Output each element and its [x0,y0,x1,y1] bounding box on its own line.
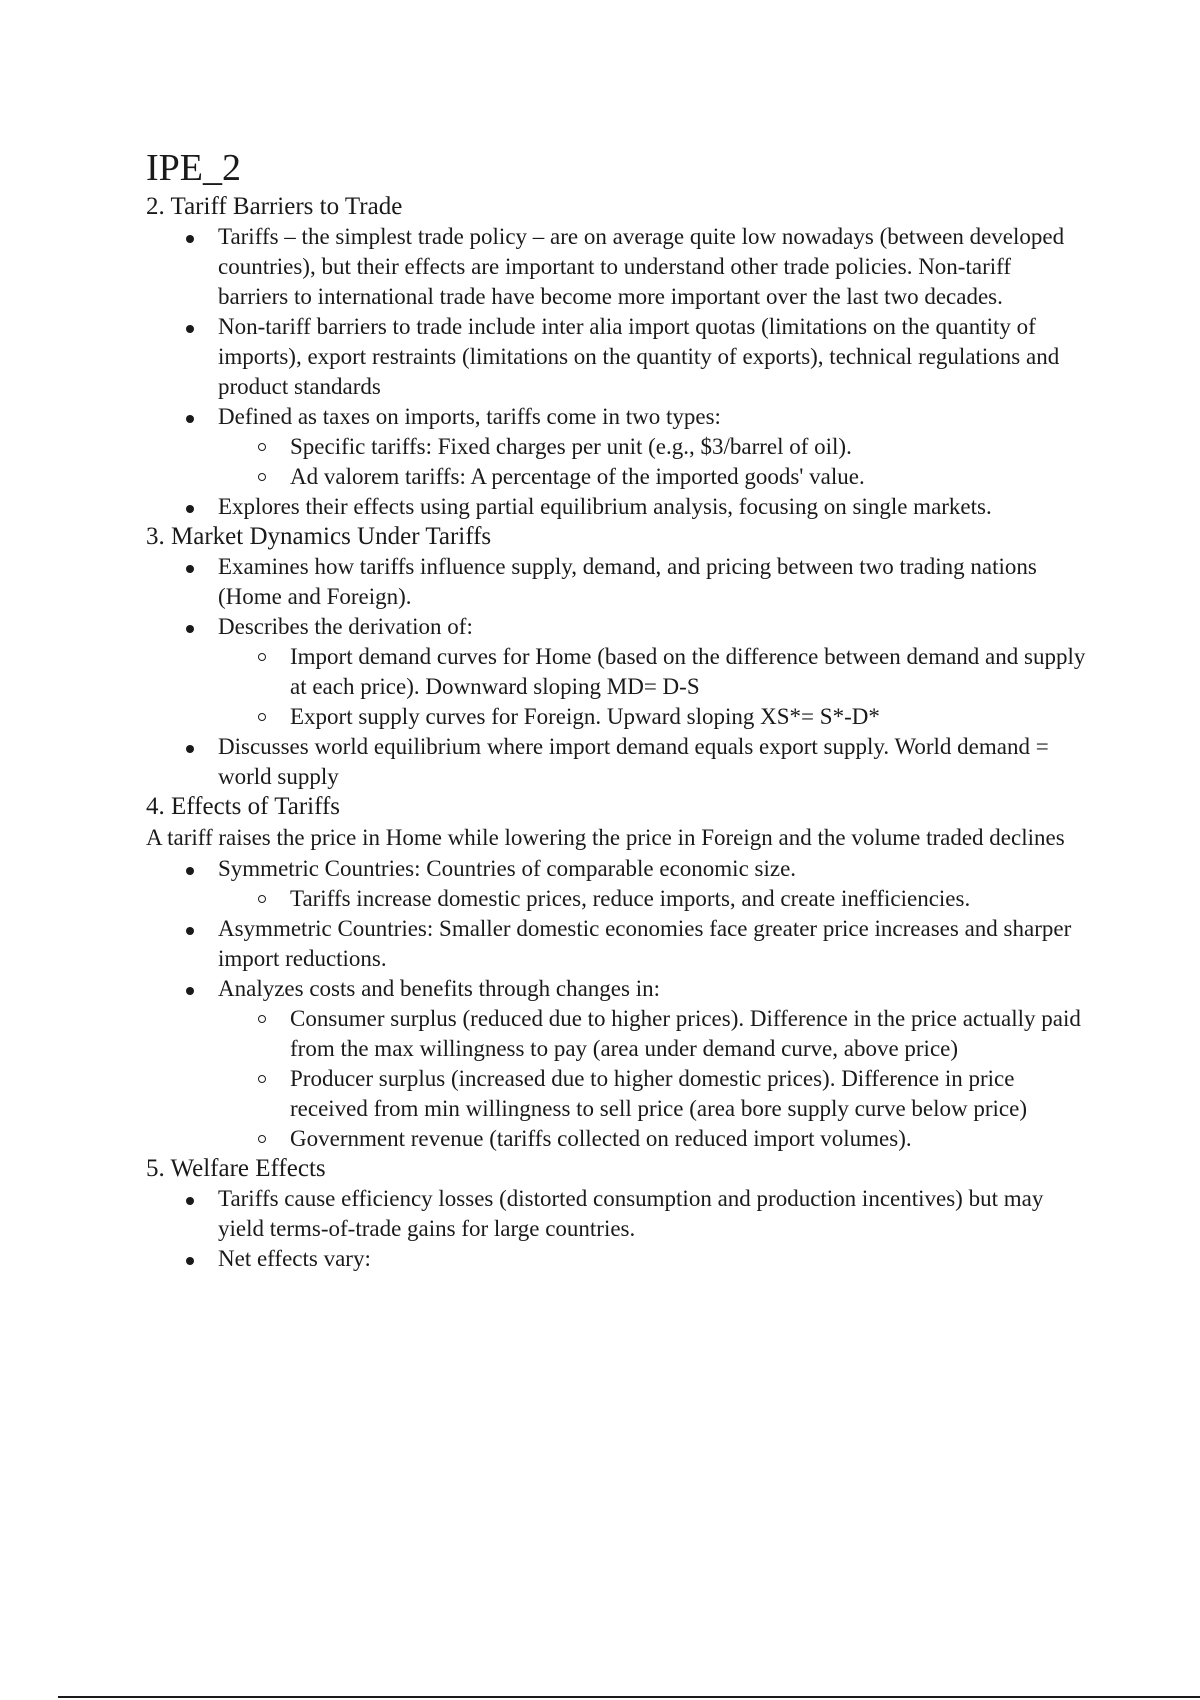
sub-list-item [290,1124,1086,1154]
list-item-text: Net effects vary: [218,1246,371,1271]
section [146,1154,1086,1274]
hollow-bullet-icon [258,1075,266,1083]
bullet-list [146,552,1086,792]
list-item [218,974,1086,1154]
list-item-text: Discusses world equilibrium where import demand equals export supply. World demand = world supply [218,734,1049,789]
hollow-bullet-icon [258,1135,266,1143]
hollow-bullet-icon [258,653,266,661]
sub-list-item [290,1004,1086,1064]
page-bottom-rule [58,1696,1200,1698]
sub-list-item-text: Producer surplus (increased due to higher domestic prices). Difference in price received from min willingness to sell price (area bore supply curve below price) [290,1066,1028,1121]
section [146,522,1086,792]
bullet-list [146,854,1086,1154]
filled-bullet-icon [186,235,194,243]
filled-bullet-icon [186,927,194,935]
sub-list-item-text: Tariffs increase domestic prices, reduce imports, and create inefficiencies. [290,886,971,911]
sub-list-item [290,1064,1086,1124]
sub-bullet-list [218,642,1086,732]
hollow-bullet-icon [258,1015,266,1023]
filled-bullet-icon [186,745,194,753]
list-item-text: Analyzes costs and benefits through changes in: [218,976,660,1001]
sub-bullet-list [218,432,1086,492]
hollow-bullet-icon [258,473,266,481]
sub-list-item [290,462,1086,492]
filled-bullet-icon [186,1197,194,1205]
sub-list-item-text: Government revenue (tariffs collected on reduced import volumes). [290,1126,912,1151]
sub-list-item-text: Export supply curves for Foreign. Upward sloping XS*= S*-D* [290,704,880,729]
section-heading: 2. Tariff Barriers to Trade [146,193,403,220]
sub-list-item [290,884,1086,914]
bullet-list [146,222,1086,522]
filled-bullet-icon [186,867,194,875]
list-item [218,914,1086,974]
bullet-list [146,1184,1086,1274]
section-intro-paragraph: A tariff raises the price in Home while lowering the price in Foreign and the volume traded declines [146,825,1065,850]
filled-bullet-icon [186,505,194,513]
sub-list-item [290,702,1086,732]
sub-list-item [290,642,1086,702]
document-title: IPE_2 [146,147,241,189]
sub-bullet-list [218,884,1086,914]
list-item [218,1184,1086,1244]
section [146,792,1086,1154]
sub-list-item-text: Ad valorem tariffs: A percentage of the imported goods' value. [290,464,865,489]
list-item [218,222,1086,312]
section [146,192,1086,522]
sub-list-item-text: Import demand curves for Home (based on the difference between demand and supply at each price). Downward sloping MD= D-S [290,644,1086,699]
document-body [146,192,1086,1274]
list-item-text: Defined as taxes on imports, tariffs come in two types: [218,404,721,429]
filled-bullet-icon [186,325,194,333]
section-heading: 5. Welfare Effects [146,1155,326,1182]
section-heading: 4. Effects of Tariffs [146,793,341,820]
list-item [218,854,1086,914]
filled-bullet-icon [186,415,194,423]
list-item [218,732,1086,792]
list-item [218,612,1086,732]
list-item [218,492,1086,522]
hollow-bullet-icon [258,713,266,721]
list-item-text: Non-tariff barriers to trade include inter alia import quotas (limitations on the quantity of imports), export restraints (limitations on the quantity of exports), technical regulations and product standards [218,314,1060,399]
list-item-text: Describes the derivation of: [218,614,473,639]
hollow-bullet-icon [258,443,266,451]
sub-list-item-text: Consumer surplus (reduced due to higher prices). Difference in the price actually paid from the max willingness to pay (area under demand curve, above price) [290,1006,1081,1061]
list-item [218,402,1086,492]
list-item-text: Symmetric Countries: Countries of comparable economic size. [218,856,797,881]
list-item-text: Tariffs – the simplest trade policy – are on average quite low nowadays (between developed countries), but their effects are important to understand other trade policies. Non-tariff barriers to international trade have become more important over the last two decades. [218,224,1065,309]
sub-bullet-list [218,1004,1086,1154]
filled-bullet-icon [186,625,194,633]
section-heading: 3. Market Dynamics Under Tariffs [146,523,492,550]
list-item [218,552,1086,612]
sub-list-item [290,432,1086,462]
list-item-text: Tariffs cause efficiency losses (distorted consumption and production incentives) but may yield terms-of-trade gains for large countries. [218,1186,1044,1241]
filled-bullet-icon [186,987,194,995]
hollow-bullet-icon [258,895,266,903]
list-item-text: Examines how tariffs influence supply, demand, and pricing between two trading nations (Home and Foreign). [218,554,1037,609]
list-item [218,312,1086,402]
document-page [146,146,1086,1274]
filled-bullet-icon [186,565,194,573]
list-item-text: Explores their effects using partial equilibrium analysis, focusing on single markets. [218,494,992,519]
filled-bullet-icon [186,1257,194,1265]
sub-list-item-text: Specific tariffs: Fixed charges per unit (e.g., $3/barrel of oil). [290,434,852,459]
list-item-text: Asymmetric Countries: Smaller domestic economies face greater price increases and sharper import reductions. [218,916,1072,971]
list-item [218,1244,1086,1274]
